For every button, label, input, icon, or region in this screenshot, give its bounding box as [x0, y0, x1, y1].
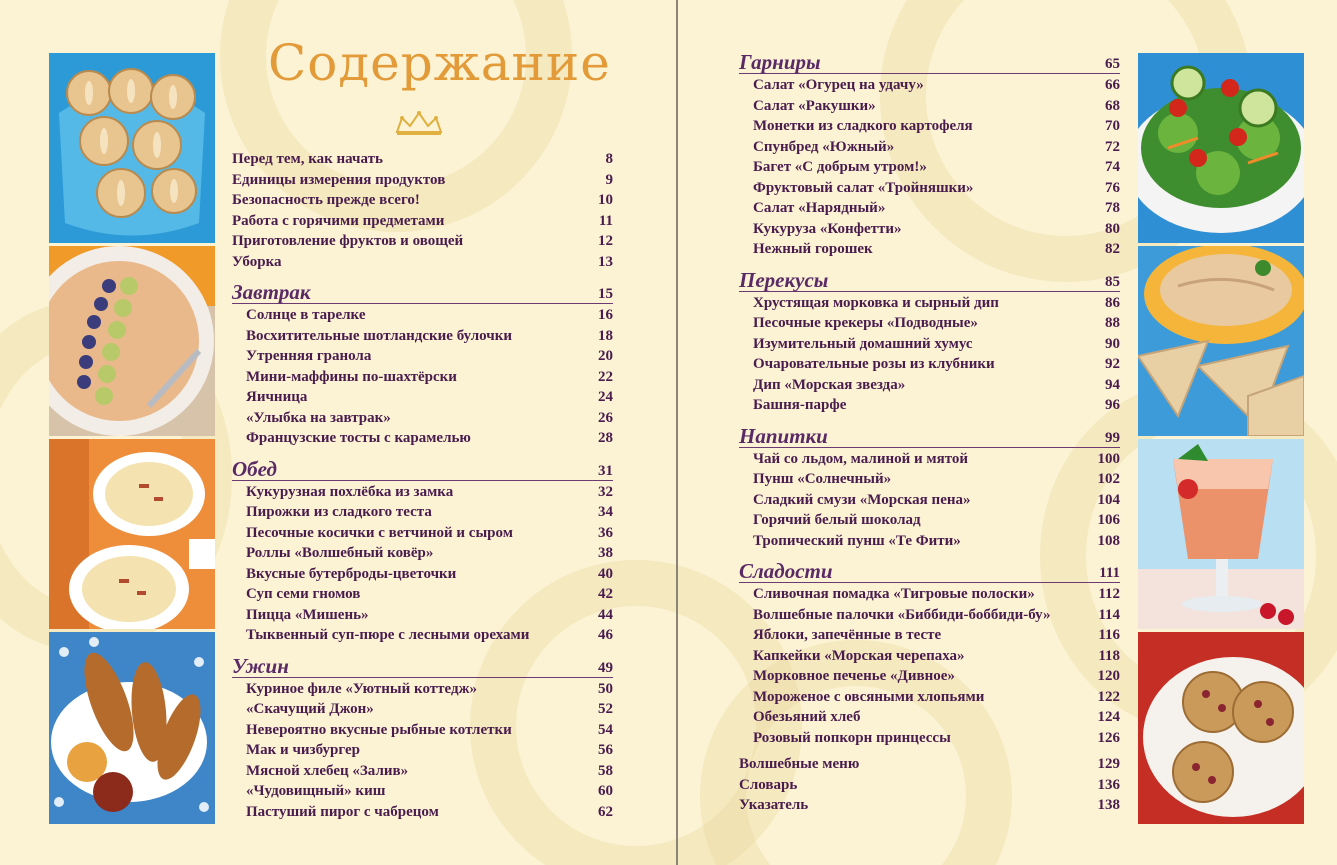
toc-entry-label: Чай со льдом, малиной и мятой — [753, 450, 969, 467]
toc-right — [739, 48, 1120, 816]
section-heading-lunch — [232, 455, 613, 481]
toc-entry-label: Сладкий смузи «Морская пена» — [753, 491, 971, 508]
toc-entry — [232, 211, 613, 232]
toc-entry-label: Очаровательные розы из клубники — [753, 356, 995, 372]
toc-entry-page: 94 — [1105, 376, 1120, 393]
toc-entry — [739, 584, 1120, 605]
toc-entry-label: Волшебные меню — [739, 756, 860, 772]
toc-entry-label: Монетки из сладкого картофеля — [753, 118, 973, 134]
toc-entry-label: Пирожки из сладкого теста — [246, 504, 432, 520]
toc-entry-page: 78 — [1105, 200, 1120, 216]
toc-entry-page: 44 — [598, 606, 613, 623]
toc-entry-label: Перед тем, как начать — [232, 151, 383, 167]
toc-entry-label: Салат «Нарядный» — [753, 200, 886, 216]
toc-entry — [232, 605, 613, 626]
toc-entry — [739, 313, 1120, 334]
toc-entry-label: Уборка — [232, 253, 282, 270]
toc-entry-label: Горячий белый шоколад — [753, 512, 921, 528]
toc-entry — [232, 346, 613, 367]
toc-entry-page: 11 — [598, 212, 613, 229]
toc-entry — [232, 720, 613, 741]
section-heading-sides — [739, 48, 1120, 74]
toc-entry-page: 96 — [1105, 397, 1120, 413]
toc-entry — [232, 625, 613, 646]
toc-entry-label: Пунш «Солнечный» — [753, 471, 892, 487]
toc-entry-label: Французские тосты с карамелью — [246, 430, 471, 446]
section-page: 15 — [598, 286, 613, 302]
toc-entry-page: 22 — [598, 368, 613, 385]
toc-entry-label: Дип «Морская звезда» — [753, 376, 906, 393]
toc-entry-page: 16 — [598, 307, 613, 323]
toc-entry — [739, 198, 1120, 219]
toc-entry-page: 114 — [1098, 606, 1120, 623]
section-title: Обед — [232, 456, 277, 481]
toc-entry-label: Хрустящая морковка и сырный дип — [753, 294, 999, 311]
section-heading-sweets — [739, 557, 1120, 583]
toc-entry — [739, 116, 1120, 137]
toc-entry-page: 40 — [598, 565, 613, 582]
photo-corn-chowder — [49, 439, 215, 629]
toc-entry — [232, 252, 613, 273]
toc-entry-page: 18 — [598, 327, 613, 344]
toc-entry-page: 74 — [1105, 159, 1120, 175]
toc-entry-label: Словарь — [739, 776, 798, 793]
toc-entry-page: 116 — [1098, 627, 1120, 643]
toc-entry — [232, 781, 613, 802]
toc-entry-page: 36 — [598, 524, 613, 541]
toc-entry — [232, 679, 613, 700]
section-page: 65 — [1105, 56, 1120, 72]
toc-entry-page: 24 — [598, 389, 613, 405]
section-page: 31 — [598, 462, 613, 479]
toc-entry-page: 138 — [1097, 797, 1120, 813]
toc-entry-label: Куриное филе «Уютный коттедж» — [246, 680, 477, 697]
toc-entry — [739, 239, 1120, 260]
toc-entry-page: 129 — [1097, 756, 1120, 772]
toc-entry-label: Изумительный домашний хумус — [753, 335, 973, 352]
toc-entry — [739, 334, 1120, 355]
toc-entry — [232, 502, 613, 523]
toc-entry — [739, 293, 1120, 314]
toc-entry — [739, 666, 1120, 687]
toc-entry-page: 9 — [605, 171, 613, 188]
section-page: 99 — [1105, 429, 1120, 446]
toc-entry-page: 104 — [1097, 491, 1120, 508]
toc-entry — [232, 305, 613, 326]
toc-entry-label: Роллы «Волшебный ковёр» — [246, 545, 434, 561]
toc-entry-page: 28 — [598, 430, 613, 446]
toc-entry — [739, 775, 1120, 796]
toc-entry-page: 46 — [598, 627, 613, 643]
toc-entry-label: Безопасность прежде всего! — [232, 192, 420, 208]
toc-entry-page: 122 — [1097, 688, 1120, 705]
section-title: Сладости — [739, 559, 833, 583]
toc-entry-page: 20 — [598, 348, 613, 364]
toc-entry — [739, 795, 1120, 816]
toc-entry — [739, 646, 1120, 667]
toc-entry-label: Кукуруза «Конфетти» — [753, 220, 902, 237]
toc-entry — [739, 157, 1120, 178]
photo-cucumber-salad — [1138, 53, 1304, 243]
toc-entry-page: 80 — [1105, 220, 1120, 237]
toc-entry-label: Тыквенный суп-пюре с лесными орехами — [246, 627, 530, 643]
toc-entry-page: 120 — [1097, 668, 1120, 684]
toc-entry — [739, 605, 1120, 626]
toc-entry-label: Салат «Огурец на удачу» — [753, 77, 924, 93]
toc-entry-label: Указатель — [739, 797, 809, 813]
toc-entry-label: Башня-парфе — [753, 397, 847, 413]
page-title: Содержание — [268, 34, 611, 92]
toc-entry-page: 66 — [1105, 77, 1120, 93]
section-title: Завтрак — [232, 280, 311, 304]
toc-entry — [739, 219, 1120, 240]
toc-entry — [232, 428, 613, 449]
toc-entry — [232, 543, 613, 564]
toc-entry — [739, 75, 1120, 96]
toc-entry-label: Багет «С добрым утром!» — [753, 159, 927, 175]
toc-entry-page: 100 — [1097, 450, 1120, 467]
toc-entry — [739, 625, 1120, 646]
toc-entry-page: 58 — [598, 762, 613, 779]
section-title: Гарниры — [739, 50, 821, 74]
toc-entry-page: 12 — [598, 233, 613, 249]
toc-entry-page: 26 — [598, 409, 613, 426]
toc-entry-label: Мини-маффины по-шахтёрски — [246, 368, 457, 385]
crown-icon — [394, 110, 444, 136]
toc-entry-page: 126 — [1097, 729, 1120, 746]
toc-entry-label: «Скачущий Джон» — [246, 701, 374, 717]
toc-entry-page: 106 — [1097, 512, 1120, 528]
toc-entry — [232, 408, 613, 429]
toc-entry-label: Солнце в тарелке — [246, 307, 366, 323]
toc-entry-label: Яблоки, запечённые в тесте — [753, 627, 942, 643]
toc-entry-label: Волшебные палочки «Биббиди-боббиди-бу» — [753, 606, 1051, 623]
section-heading-dinner — [232, 652, 613, 678]
toc-entry — [232, 170, 613, 191]
toc-entry-label: Яичница — [246, 389, 308, 405]
toc-entry-page: 90 — [1105, 335, 1120, 352]
toc-entry — [739, 490, 1120, 511]
toc-entry-label: Песочные косички с ветчиной и сыром — [246, 524, 513, 541]
toc-entry-page: 70 — [1105, 118, 1120, 134]
toc-entry-page: 112 — [1098, 586, 1120, 602]
section-heading-drinks — [739, 422, 1120, 448]
toc-entry-label: Спунбред «Южный» — [753, 138, 895, 155]
toc-entry-label: Пицца «Мишень» — [246, 606, 369, 623]
toc-entry — [232, 523, 613, 544]
photo-hummus — [1138, 246, 1304, 436]
toc-entry-label: «Чудовищный» киш — [246, 783, 386, 799]
toc-entry — [739, 707, 1120, 728]
toc-entry-page: 60 — [598, 783, 613, 799]
toc-entry-label: Мороженое с овсяными хлопьями — [753, 688, 985, 705]
section-page: 111 — [1099, 565, 1120, 581]
toc-entry — [739, 687, 1120, 708]
toc-entry-page: 10 — [598, 192, 613, 208]
toc-entry — [232, 761, 613, 782]
toc-entry-page: 8 — [605, 151, 613, 167]
section-page: 49 — [598, 659, 613, 676]
toc-entry-page: 68 — [1105, 97, 1120, 114]
toc-entry-page: 76 — [1105, 179, 1120, 196]
toc-entry-label: Утренняя гранола — [246, 348, 372, 364]
toc-entry-page: 50 — [598, 680, 613, 697]
toc-entry — [739, 754, 1120, 775]
photo-chicken-tenders — [49, 632, 215, 824]
toc-entry-label: Обезьяний хлеб — [753, 709, 861, 725]
toc-entry-page: 124 — [1097, 709, 1120, 725]
toc-entry-page: 118 — [1098, 647, 1120, 664]
toc-entry — [232, 802, 613, 823]
toc-entry-page: 88 — [1105, 315, 1120, 331]
toc-entry-page: 72 — [1105, 138, 1120, 155]
toc-entry — [232, 326, 613, 347]
toc-entry — [739, 469, 1120, 490]
photo-iced-tea — [1138, 439, 1304, 629]
toc-entry — [739, 354, 1120, 375]
section-title: Ужин — [232, 653, 289, 678]
toc-entry-page: 52 — [598, 701, 613, 717]
toc-left — [232, 149, 613, 822]
toc-entry — [739, 137, 1120, 158]
toc-entry-label: Вкусные бутерброды-цветочки — [246, 565, 457, 582]
toc-entry-page: 54 — [598, 721, 613, 738]
toc-entry — [739, 375, 1120, 396]
toc-entry-label: Работа с горячими предметами — [232, 212, 445, 229]
toc-entry-page: 42 — [598, 586, 613, 602]
toc-entry-label: Мак и чизбургер — [246, 742, 360, 758]
toc-entry-label: Капкейки «Морская черепаха» — [753, 647, 965, 664]
toc-entry — [739, 728, 1120, 749]
toc-entry-page: 56 — [598, 742, 613, 758]
toc-entry-label: Тропический пунш «Те Фити» — [753, 532, 961, 549]
toc-entry-label: Нежный горошек — [753, 241, 873, 257]
section-title: Напитки — [739, 423, 828, 448]
page-gutter — [676, 0, 678, 865]
toc-entry — [739, 178, 1120, 199]
toc-entry-label: Сливочная помадка «Тигровые полоски» — [753, 586, 1035, 602]
toc-entry-label: Суп семи гномов — [246, 586, 361, 602]
toc-entry-label: Фруктовый салат «Тройняшки» — [753, 179, 974, 196]
section-page: 85 — [1105, 273, 1120, 290]
photo-almond-cookies — [49, 53, 215, 243]
toc-entry — [232, 149, 613, 170]
toc-entry-label: Песочные крекеры «Подводные» — [753, 315, 978, 331]
toc-entry-label: Приготовление фруктов и овощей — [232, 233, 464, 249]
toc-entry — [232, 564, 613, 585]
toc-entry-label: Невероятно вкусные рыбные котлетки — [246, 721, 512, 738]
photo-oatmeal-cookies — [1138, 632, 1304, 824]
toc-entry — [232, 584, 613, 605]
toc-entry-label: «Улыбка на завтрак» — [246, 409, 391, 426]
toc-entry-page: 136 — [1097, 776, 1120, 793]
toc-entry-label: Морковное печенье «Дивное» — [753, 668, 955, 684]
toc-entry — [739, 449, 1120, 470]
toc-entry — [232, 190, 613, 211]
toc-entry — [232, 740, 613, 761]
toc-entry-label: Пастуший пирог с чабрецом — [246, 803, 439, 820]
toc-entry-page: 34 — [598, 504, 613, 520]
toc-entry-label: Мясной хлебец «Залив» — [246, 762, 409, 779]
section-title: Перекусы — [739, 267, 829, 292]
toc-entry-page: 32 — [598, 483, 613, 500]
toc-entry — [739, 531, 1120, 552]
toc-entry-page: 102 — [1097, 471, 1120, 487]
toc-entry — [739, 395, 1120, 416]
toc-entry-page: 13 — [598, 253, 613, 270]
toc-entry-label: Восхитительные шотландские булочки — [246, 327, 513, 344]
toc-entry-page: 62 — [598, 803, 613, 820]
toc-entry-page: 92 — [1105, 356, 1120, 372]
toc-entry-label: Единицы измерения продуктов — [232, 171, 446, 188]
toc-entry — [232, 367, 613, 388]
toc-entry — [232, 482, 613, 503]
toc-entry — [739, 510, 1120, 531]
toc-entry-label: Кукурузная похлёбка из замка — [246, 483, 454, 500]
section-heading-snacks — [739, 266, 1120, 292]
section-heading-breakfast — [232, 278, 613, 304]
photo-smoothie-bowl — [49, 246, 215, 436]
toc-entry-page: 38 — [598, 545, 613, 561]
toc-entry — [232, 231, 613, 252]
toc-entry-label: Салат «Ракушки» — [753, 97, 876, 114]
toc-entry-page: 108 — [1097, 532, 1120, 549]
toc-entry — [232, 387, 613, 408]
toc-entry-page: 82 — [1105, 241, 1120, 257]
toc-entry — [739, 96, 1120, 117]
toc-entry — [232, 699, 613, 720]
toc-entry-page: 86 — [1105, 294, 1120, 311]
toc-entry-label: Розовый попкорн принцессы — [753, 729, 951, 746]
